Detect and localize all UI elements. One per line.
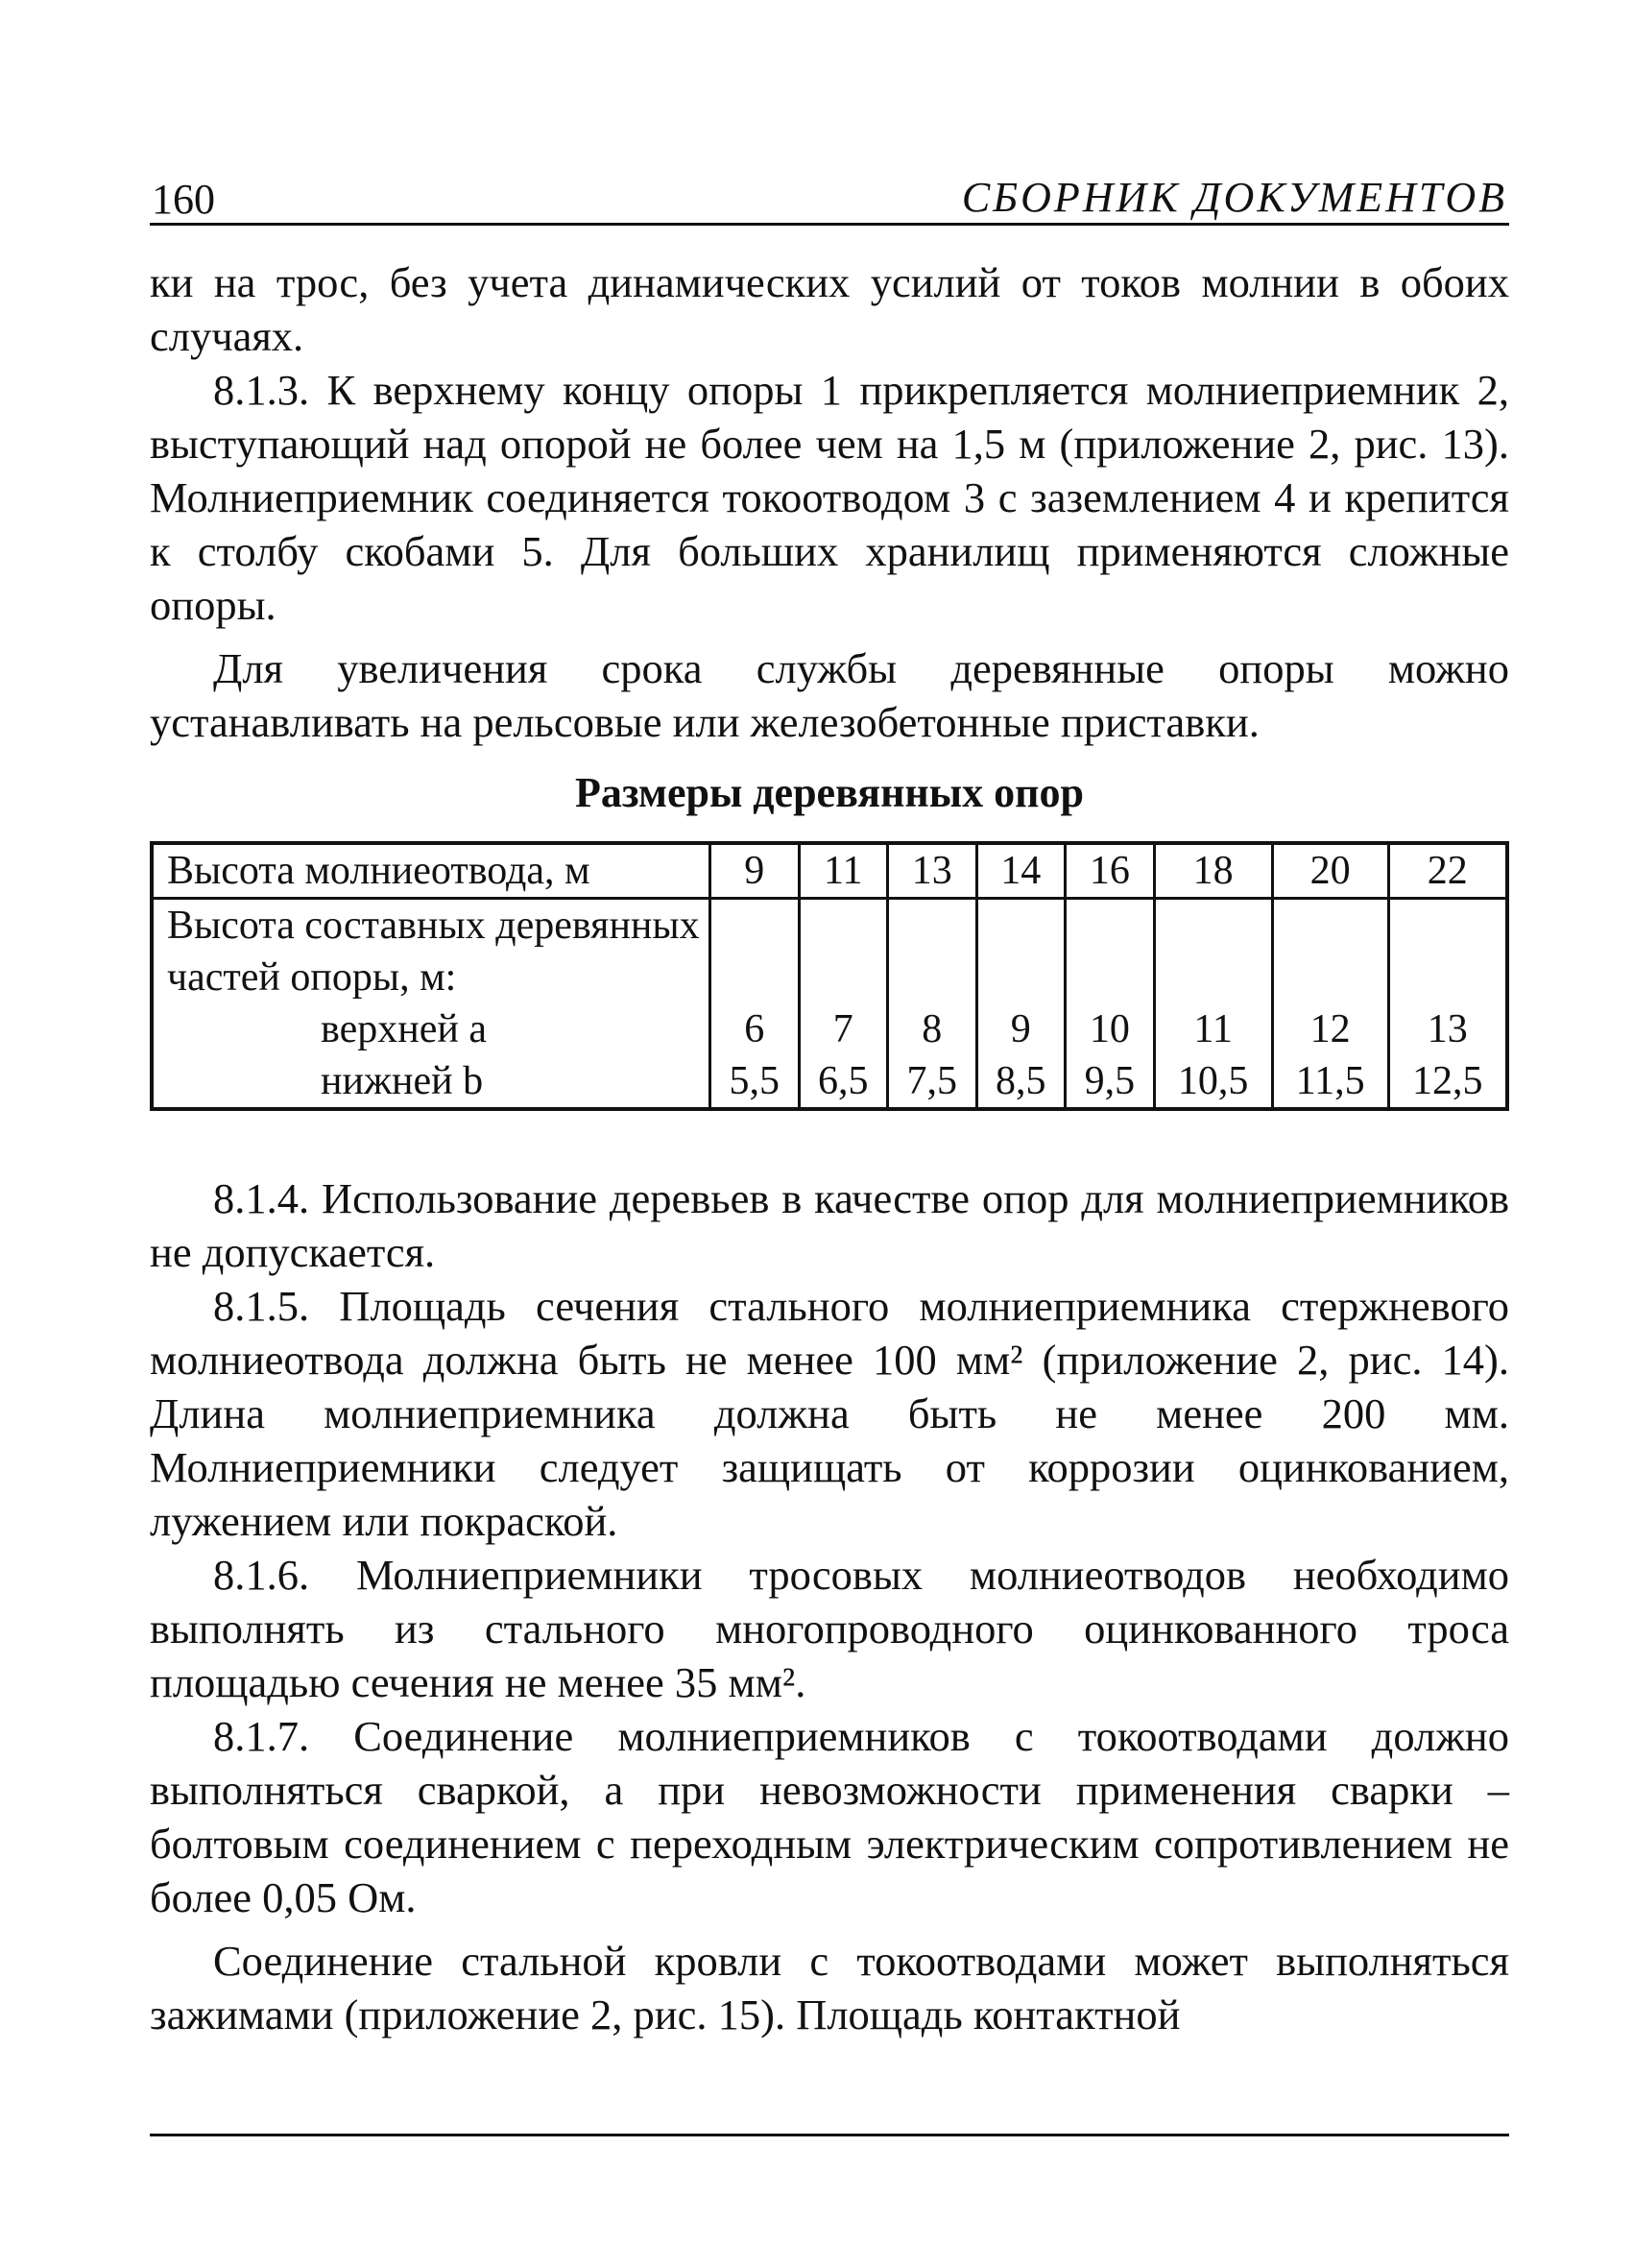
table-cell: 6 5,5 (710, 899, 800, 1110)
paragraph-8-1-5: 8.1.5. Площадь сечения стального молниеприемника стержневого молниеотвода должна быть не менее 100 мм² (приложение 2, рис. 14). Длина молниеприемника должна быть не менее 200 мм. Молниеприемники следует защищать от коррозии оцинкованием, лужением или покраской. (150, 1282, 1509, 1545)
footer-rule (150, 2134, 1509, 2136)
table-row-heights (152, 843, 1507, 899)
paragraph-8-1-6: 8.1.6. Молниеприемники тросовых молниеотводов необходимо выполнять из стального многопроводного оцинкованного троса площадью сечения не менее 35 мм². (150, 1551, 1509, 1706)
table-row-parts (152, 899, 1507, 1110)
paragraph-continuation: ки на трос, без учета динамических усилий от токов молнии в обоих случаях. (150, 258, 1509, 360)
table-cell: 10 9,5 (1066, 899, 1155, 1110)
table-cell: 8 7,5 (888, 899, 977, 1110)
table-cell: 11 10,5 (1154, 899, 1272, 1110)
body-text-bottom (150, 1171, 1509, 2041)
support-sizes-table (150, 841, 1509, 1111)
table-cell: 18 (1154, 843, 1272, 899)
table-cell: 9 (710, 843, 800, 899)
table-cell: 13 12,5 (1388, 899, 1507, 1110)
table-cell: 16 (1066, 843, 1155, 899)
paragraph-8-1-4: 8.1.4. Использование деревьев в качестве опор для молниеприемников не допускается. (150, 1174, 1509, 1276)
row-label-height: Высота молниеотвода, м (152, 843, 710, 899)
paragraph-wooden-supports: Для увеличения срока службы деревянные опоры можно устанавливать на рельсовые или железобетонные приставки. (150, 644, 1509, 746)
table-cell: 20 (1272, 843, 1388, 899)
row-label-parts (152, 899, 710, 1110)
table-cell: 13 (888, 843, 977, 899)
document-page (150, 0, 1509, 2268)
paragraph-roof-connection: Соединение стальной кровли с токоотводами может выполняться зажимами (приложение 2, рис. 15). Площадь контактной (150, 1937, 1509, 2039)
table-cell: 11 (799, 843, 888, 899)
row-label-composite: Высота составных деревянных частей опоры, м: (167, 904, 700, 1000)
table-cell: 12 11,5 (1272, 899, 1388, 1110)
table-cell: 14 (976, 843, 1066, 899)
paragraph-8-1-3: 8.1.3. К верхнему концу опоры 1 прикрепляется молниеприемник 2, выступающий над опорой не более чем на 1,5 м (приложение 2, рис. 13). Молниеприемник соединяется токоотводом 3 с заземлением 4 и крепится к столбу скобами 5. Для больших хранилищ применяются сложные опоры. (150, 366, 1509, 629)
table-title: Размеры деревянных опор (575, 769, 1084, 816)
paragraph-8-1-7: 8.1.7. Соединение молниеприемников с токоотводами должно выполняться сваркой, а при невозможности применения сварки – болтовым соединением с переходным электрическим сопротивлением не более 0,05 Ом. (150, 1712, 1509, 1921)
running-title: СБОРНИК ДОКУМЕНТОВ (961, 174, 1507, 221)
row-label-upper: верхней a (321, 1007, 487, 1051)
table-cell: 22 (1388, 843, 1507, 899)
running-header (150, 169, 1509, 226)
table-cell: 7 6,5 (799, 899, 888, 1110)
page-number: 160 (152, 176, 215, 223)
table-cell: 9 8,5 (976, 899, 1066, 1110)
row-label-lower: нижней b (321, 1059, 484, 1103)
body-text-top (150, 255, 1509, 749)
